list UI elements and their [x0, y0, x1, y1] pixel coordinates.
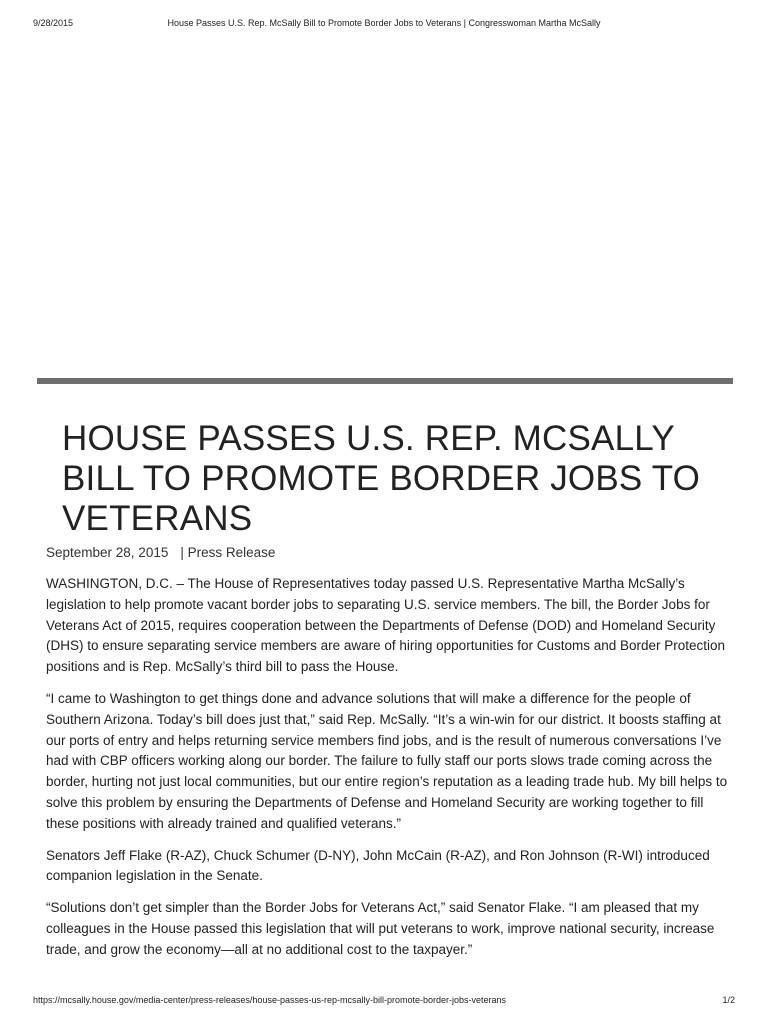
print-date: 9/28/2015 [33, 18, 74, 28]
print-url: https://mcsally.house.gov/media-center/press-releases/house-passes-us-rep-mcsally-bill-promote-border-jobs-veterans [33, 995, 507, 1005]
article-headline: HOUSE PASSES U.S. REP. MCSALLY BILL TO PROMOTE BORDER JOBS TO VETERANS [62, 419, 701, 538]
article-category[interactable]: | Press Release [180, 545, 276, 560]
article-paragraph: Senators Jeff Flake (R-AZ), Chuck Schumer (D-NY), John McCain (R-AZ), and Ron Johnson (R-WI) introduced companion legislation in the Senate. [46, 847, 710, 884]
print-page-number: 1/2 [722, 995, 735, 1005]
article-paragraph: “I came to Washington to get things done and advance solutions that will make a difference for the people of Southern Arizona. Today’s bill does just that,” said Rep. McSally. “It’s a win-win for our district. It boosts staffing at our ports of entry and helps returning service members find jobs, and is the result of numerous conversations I’ve had with CBP officers working along our border. The failure to fully staff our ports slows trade coming across the border, hurting not just local communities, but our entire region’s reputation as a leading trade hub. My bill helps to solve this problem by ensuring the Departments of Defense and Homeland Security are working together to fill these positions with already trained and qualified veterans.” [46, 690, 728, 831]
article-date: September 28, 2015 [46, 545, 169, 560]
article-paragraph: “Solutions don’t get simpler than the Border Jobs for Veterans Act,” said Senator Flake. “I am pleased that my colleagues in the House passed this legislation that will put veterans to work, improve national security, increase trade, and grow the economy—all at no additional cost to the taxpayer.” [46, 900, 715, 957]
print-page-title: House Passes U.S. Rep. McSally Bill to Promote Border Jobs to Veterans | Congresswoman Martha McSally [167, 18, 601, 28]
article-body [46, 574, 736, 972]
article-meta [46, 545, 275, 560]
header-divider [37, 378, 733, 384]
article-paragraph: WASHINGTON, D.C. – The House of Representatives today passed U.S. Representative Martha McSally’s legislation to help promote vacant border jobs to separating U.S. service members. The bill, the Border Jobs for Veterans Act of 2015, requires cooperation between the Departments of Defense (DOD) and Homeland Security (DHS) to ensure separating service members are aware of hiring opportunities for Customs and Border Protection positions and is Rep. McSally’s third bill to pass the House. [46, 576, 726, 675]
